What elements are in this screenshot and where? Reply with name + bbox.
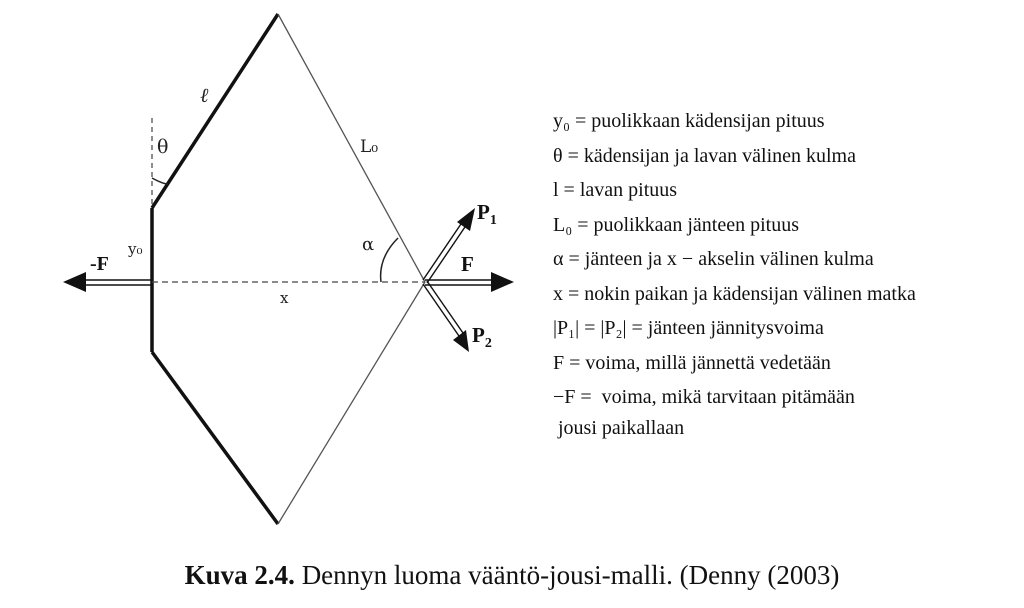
legend-item-minus-f: −F = voima, mikä tarvitaan pitämään bbox=[553, 386, 855, 408]
lower-limb bbox=[152, 352, 278, 524]
legend-item-theta: θ = kädensijan ja lavan välinen kulma bbox=[553, 144, 856, 167]
p2-arrow-shaft-b bbox=[427, 281, 463, 333]
x-label: x bbox=[280, 289, 289, 307]
alpha-label: α bbox=[362, 234, 375, 255]
legend-item-y0: y₀ = puolikkaan kädensijan pituus bbox=[553, 110, 825, 132]
caption-text: Dennyn luoma vääntö-jousi-malli. (Denny (2003) bbox=[294, 560, 840, 590]
p1-label: $P_1$ bbox=[477, 200, 497, 228]
alpha-arc bbox=[381, 238, 398, 282]
symbol-legend bbox=[553, 104, 1013, 441]
p1-arrowhead bbox=[457, 208, 475, 231]
legend-item-f: F = voima, millä jännettä vedetään bbox=[553, 351, 831, 374]
caption-label: Kuva 2.4. bbox=[184, 560, 295, 590]
p2-label: $P_2$ bbox=[472, 323, 492, 351]
p2-arrow-shaft-a bbox=[423, 284, 459, 336]
l0-label: L₀ bbox=[360, 137, 379, 157]
legend-item-minus-f-continued: jousi paikallaan bbox=[553, 416, 685, 439]
f-label: F bbox=[461, 252, 474, 276]
legend-item-x: x = nokin paikan ja kädensijan välinen matka bbox=[553, 282, 916, 305]
f-arrowhead bbox=[491, 272, 514, 292]
figure-caption bbox=[0, 560, 1024, 591]
theta-label: θ bbox=[157, 136, 169, 158]
lower-string bbox=[278, 282, 425, 524]
minus-f-label: -F bbox=[90, 253, 109, 275]
legend-item-l0: L₀ = puolikkaan jänteen pituus bbox=[553, 213, 799, 236]
theta-arc bbox=[152, 178, 168, 184]
legend-item-alpha: α = jänteen ja x − akselin välinen kulma bbox=[553, 248, 874, 270]
legend-item-l: l = lavan pituus bbox=[553, 179, 678, 201]
p1-arrow-shaft-a bbox=[423, 221, 463, 280]
upper-string bbox=[278, 14, 425, 282]
upper-limb bbox=[152, 14, 278, 208]
y0-label: y₀ bbox=[128, 240, 143, 258]
legend-item-p: |P₁| = |P₂| = jänteen jännitysvoima bbox=[553, 317, 824, 339]
p2-arrowhead bbox=[453, 330, 469, 352]
minus-f-arrowhead bbox=[63, 272, 86, 292]
limb-length-label: ℓ bbox=[200, 83, 209, 107]
